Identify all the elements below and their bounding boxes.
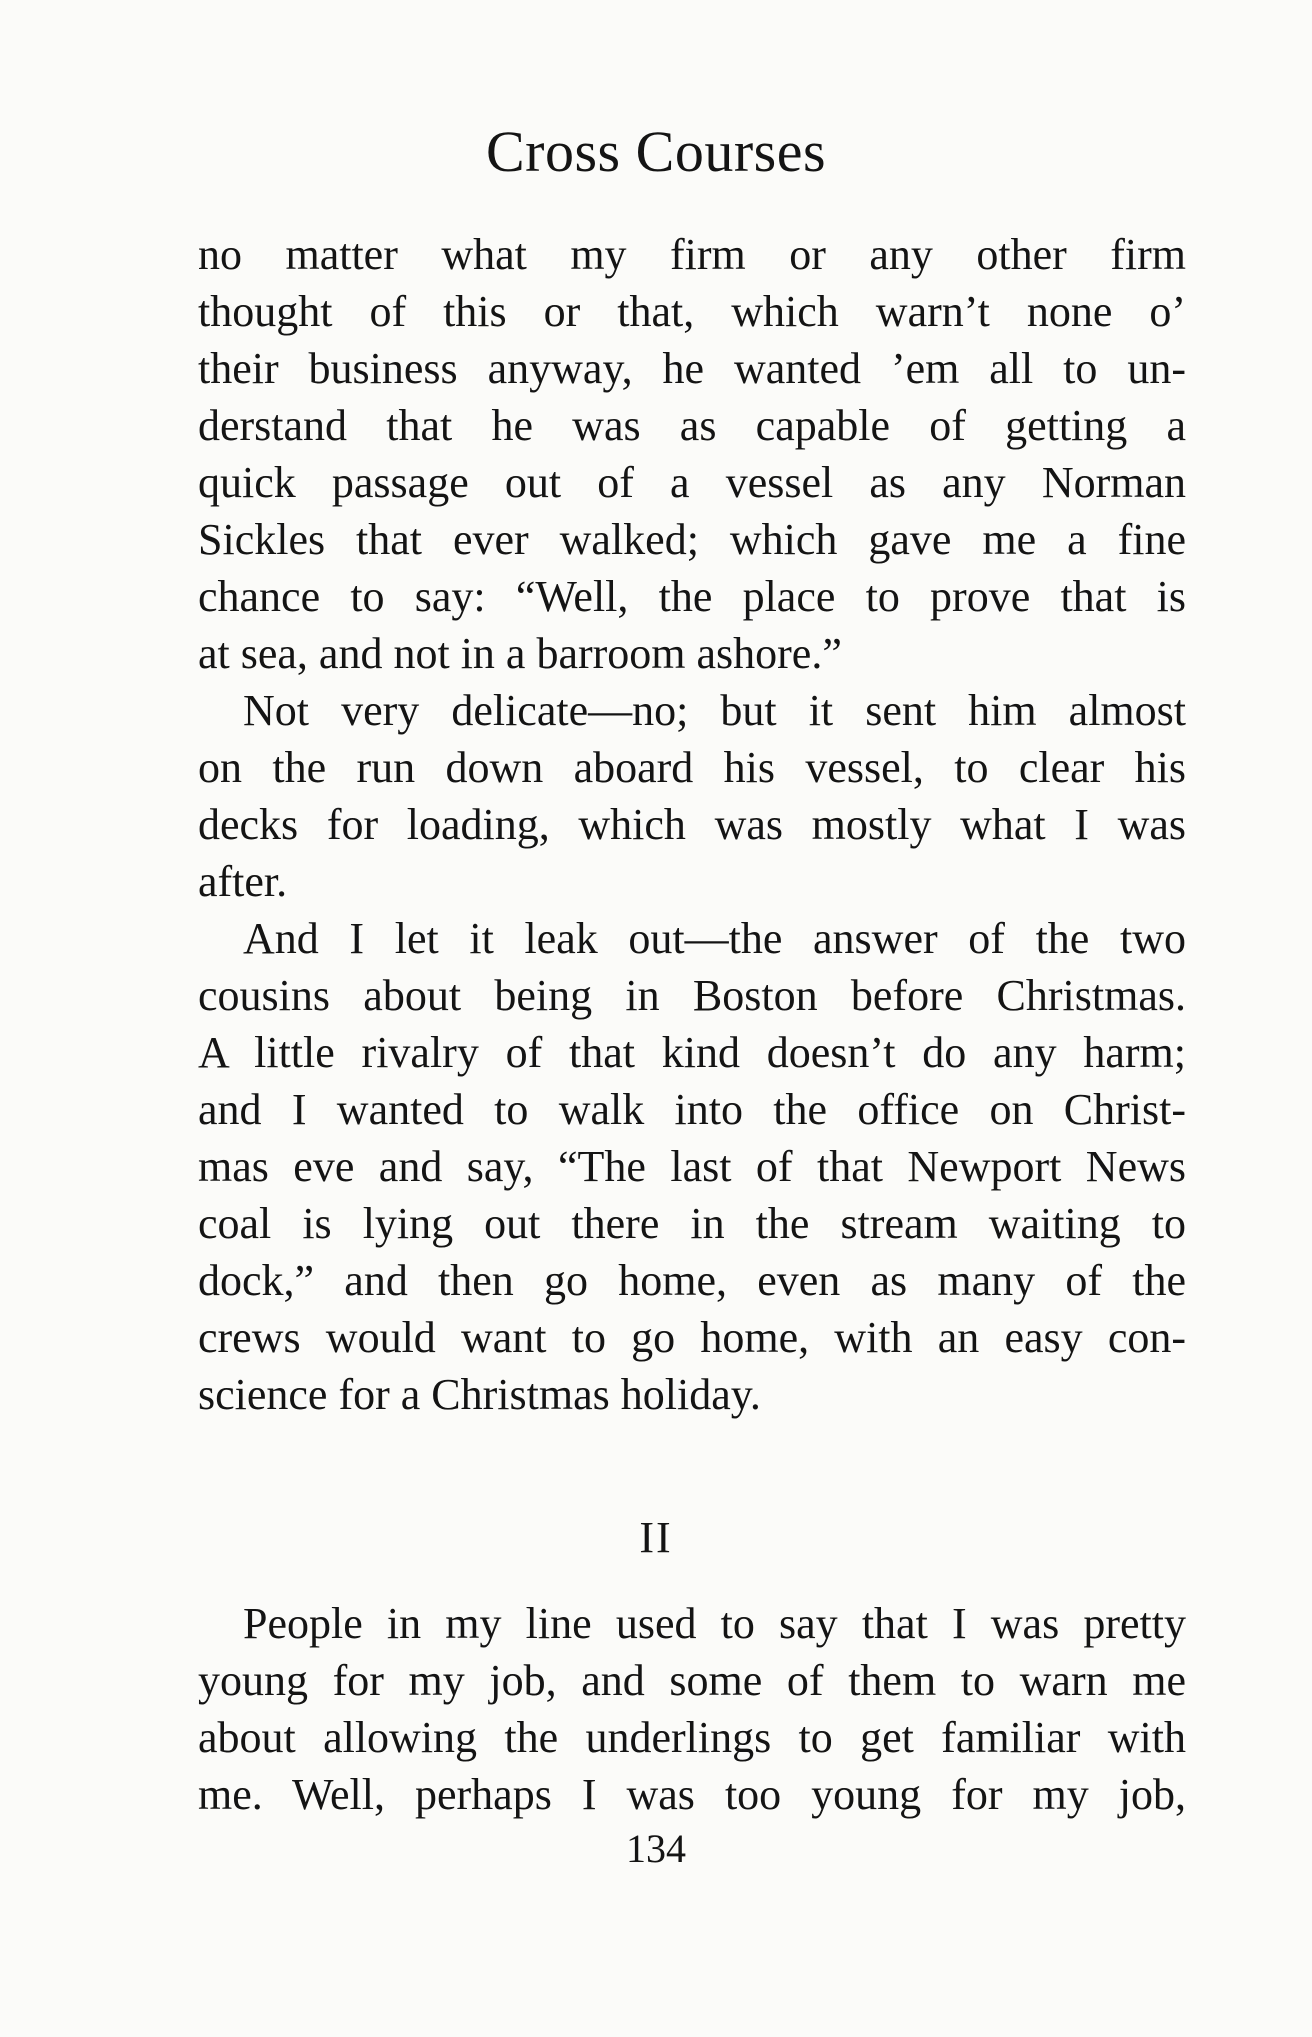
text-line: me. Well, perhaps I was too young for my job, xyxy=(198,1770,1186,1819)
text-line: young for my job, and some of them to warn me xyxy=(198,1656,1186,1705)
section-heading: II xyxy=(639,1513,673,1562)
text-line: cousins about being in Boston before Christmas. xyxy=(198,971,1186,1020)
text-line: after. xyxy=(198,857,288,906)
paragraph-2 xyxy=(198,682,1186,910)
text-line: And I let it leak out—the answer of the two xyxy=(243,914,1186,963)
text-line: at sea, and not in a barroom ashore.” xyxy=(198,629,842,678)
text-line: chance to say: “Well, the place to prove that is xyxy=(198,572,1186,621)
text-line: A little rivalry of that kind doesn’t do any harm; xyxy=(198,1028,1186,1077)
text-line: mas eve and say, “The last of that Newport News xyxy=(198,1142,1186,1191)
running-title: Cross Courses xyxy=(485,119,827,184)
page-number: 134 xyxy=(626,1826,686,1871)
text-line: no matter what my firm or any other firm xyxy=(198,230,1186,279)
text-line: and I wanted to walk into the office on Christ- xyxy=(198,1085,1186,1134)
text-line: science for a Christmas holiday. xyxy=(198,1370,761,1419)
text-line: thought of this or that, which warn’t none o’ xyxy=(198,287,1186,336)
text-line: Sickles that ever walked; which gave me a fine xyxy=(198,515,1186,564)
paragraph-3 xyxy=(198,910,1186,1423)
text-line: Not very delicate—no; but it sent him almost xyxy=(243,686,1186,735)
text-line: coal is lying out there in the stream waiting to xyxy=(198,1199,1186,1248)
text-line: quick passage out of a vessel as any Norman xyxy=(198,458,1186,507)
text-line: crews would want to go home, with an easy con- xyxy=(198,1313,1186,1362)
text-line: dock,” and then go home, even as many of the xyxy=(198,1256,1186,1305)
text-line: their business anyway, he wanted ’em all to un- xyxy=(198,344,1186,393)
text-line: on the run down aboard his vessel, to clear his xyxy=(198,743,1186,792)
text-line: People in my line used to say that I was pretty xyxy=(243,1599,1186,1648)
text-line: about allowing the underlings to get familiar with xyxy=(198,1713,1186,1762)
paragraph-4 xyxy=(198,1595,1186,1823)
paragraph-1 xyxy=(198,226,1186,682)
text-line: derstand that he was as capable of getting a xyxy=(198,401,1186,450)
text-line: decks for loading, which was mostly what I was xyxy=(198,800,1186,849)
